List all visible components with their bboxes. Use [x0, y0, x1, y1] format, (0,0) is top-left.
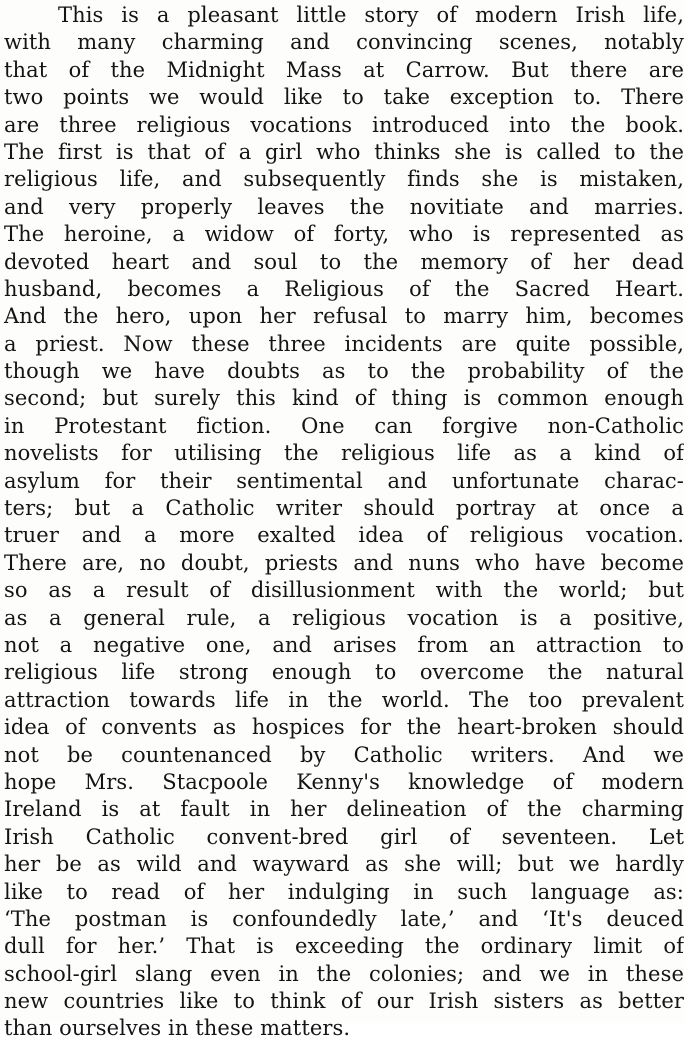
text-line: with many charming and convincing scenes, notably [4, 30, 684, 55]
text-line: asylum for their sentimental and unfortunate charac- [4, 468, 684, 493]
text-line: idea of convents as hospices for the heart-broken should [4, 715, 684, 740]
text-line: And the hero, upon her refusal to marry him, becomes [4, 304, 684, 329]
text-line: There are, no doubt, priests and nuns who have become [4, 550, 684, 575]
text-line: as a general rule, a religious vocation is a positive, [4, 605, 684, 630]
text-line: novelists for utilising the religious life as a kind of [4, 441, 684, 466]
text-line: like to read of her indulging in such language as: [4, 879, 684, 904]
text-line: her be as wild and wayward as she will; but we hardly [4, 852, 684, 877]
text-line: not a negative one, and arises from an attraction to [4, 632, 684, 657]
text-line: devoted heart and soul to the memory of her dead [4, 249, 684, 274]
review-paragraph [4, 2, 684, 1043]
text-line: The heroine, a widow of forty, who is represented as [4, 222, 684, 247]
text-line: not be countenanced by Catholic writers. And we [4, 742, 684, 767]
text-line-last: than ourselves in these matters. [4, 1016, 351, 1041]
text-line: husband, becomes a Religious of the Sacred Heart. [4, 276, 684, 301]
text-line: This is a pleasant little story of modern Irish life, [58, 3, 684, 27]
text-line: new countries like to think of our Irish sisters as better [4, 989, 684, 1014]
text-line: attraction towards life in the world. The too prevalent [4, 687, 684, 712]
text-line: that of the Midnight Mass at Carrow. But there are [4, 57, 684, 82]
text-line: The first is that of a girl who thinks she is called to the [4, 139, 684, 164]
text-line: hope Mrs. Stacpoole Kenny's knowledge of modern [4, 769, 684, 794]
text-line: though we have doubts as to the probability of the [4, 359, 684, 384]
text-line: dull for her.’ That is exceeding the ordinary limit of [4, 934, 684, 959]
text-line: school-girl slang even in the colonies; and we in these [4, 961, 684, 986]
text-line: Ireland is at fault in her delineation of the charming [4, 797, 684, 822]
text-line: ters; but a Catholic writer should portray at once a [4, 496, 684, 521]
text-line: religious life strong enough to overcome the natural [4, 660, 684, 685]
text-line: ‘The postman is confoundedly late,’ and ‘It's deuced [4, 906, 684, 931]
text-line: religious life, and subsequently finds she is mistaken, [4, 167, 684, 192]
text-line: in Protestant fiction. One can forgive non-Catholic [4, 413, 684, 438]
text-line: truer and a more exalted idea of religious vocation. [4, 523, 684, 548]
text-line: a priest. Now these three incidents are quite possible, [4, 331, 684, 356]
text-line: second; but surely this kind of thing is common enough [4, 386, 684, 411]
text-line: two points we would like to take exception to. There [4, 85, 684, 110]
text-line: so as a result of disillusionment with the world; but [4, 578, 684, 603]
text-line: Irish Catholic convent-bred girl of seventeen. Let [4, 824, 684, 849]
text-line: are three religious vocations introduced into the book. [4, 112, 684, 137]
text-line: and very properly leaves the novitiate and marries. [4, 194, 684, 219]
